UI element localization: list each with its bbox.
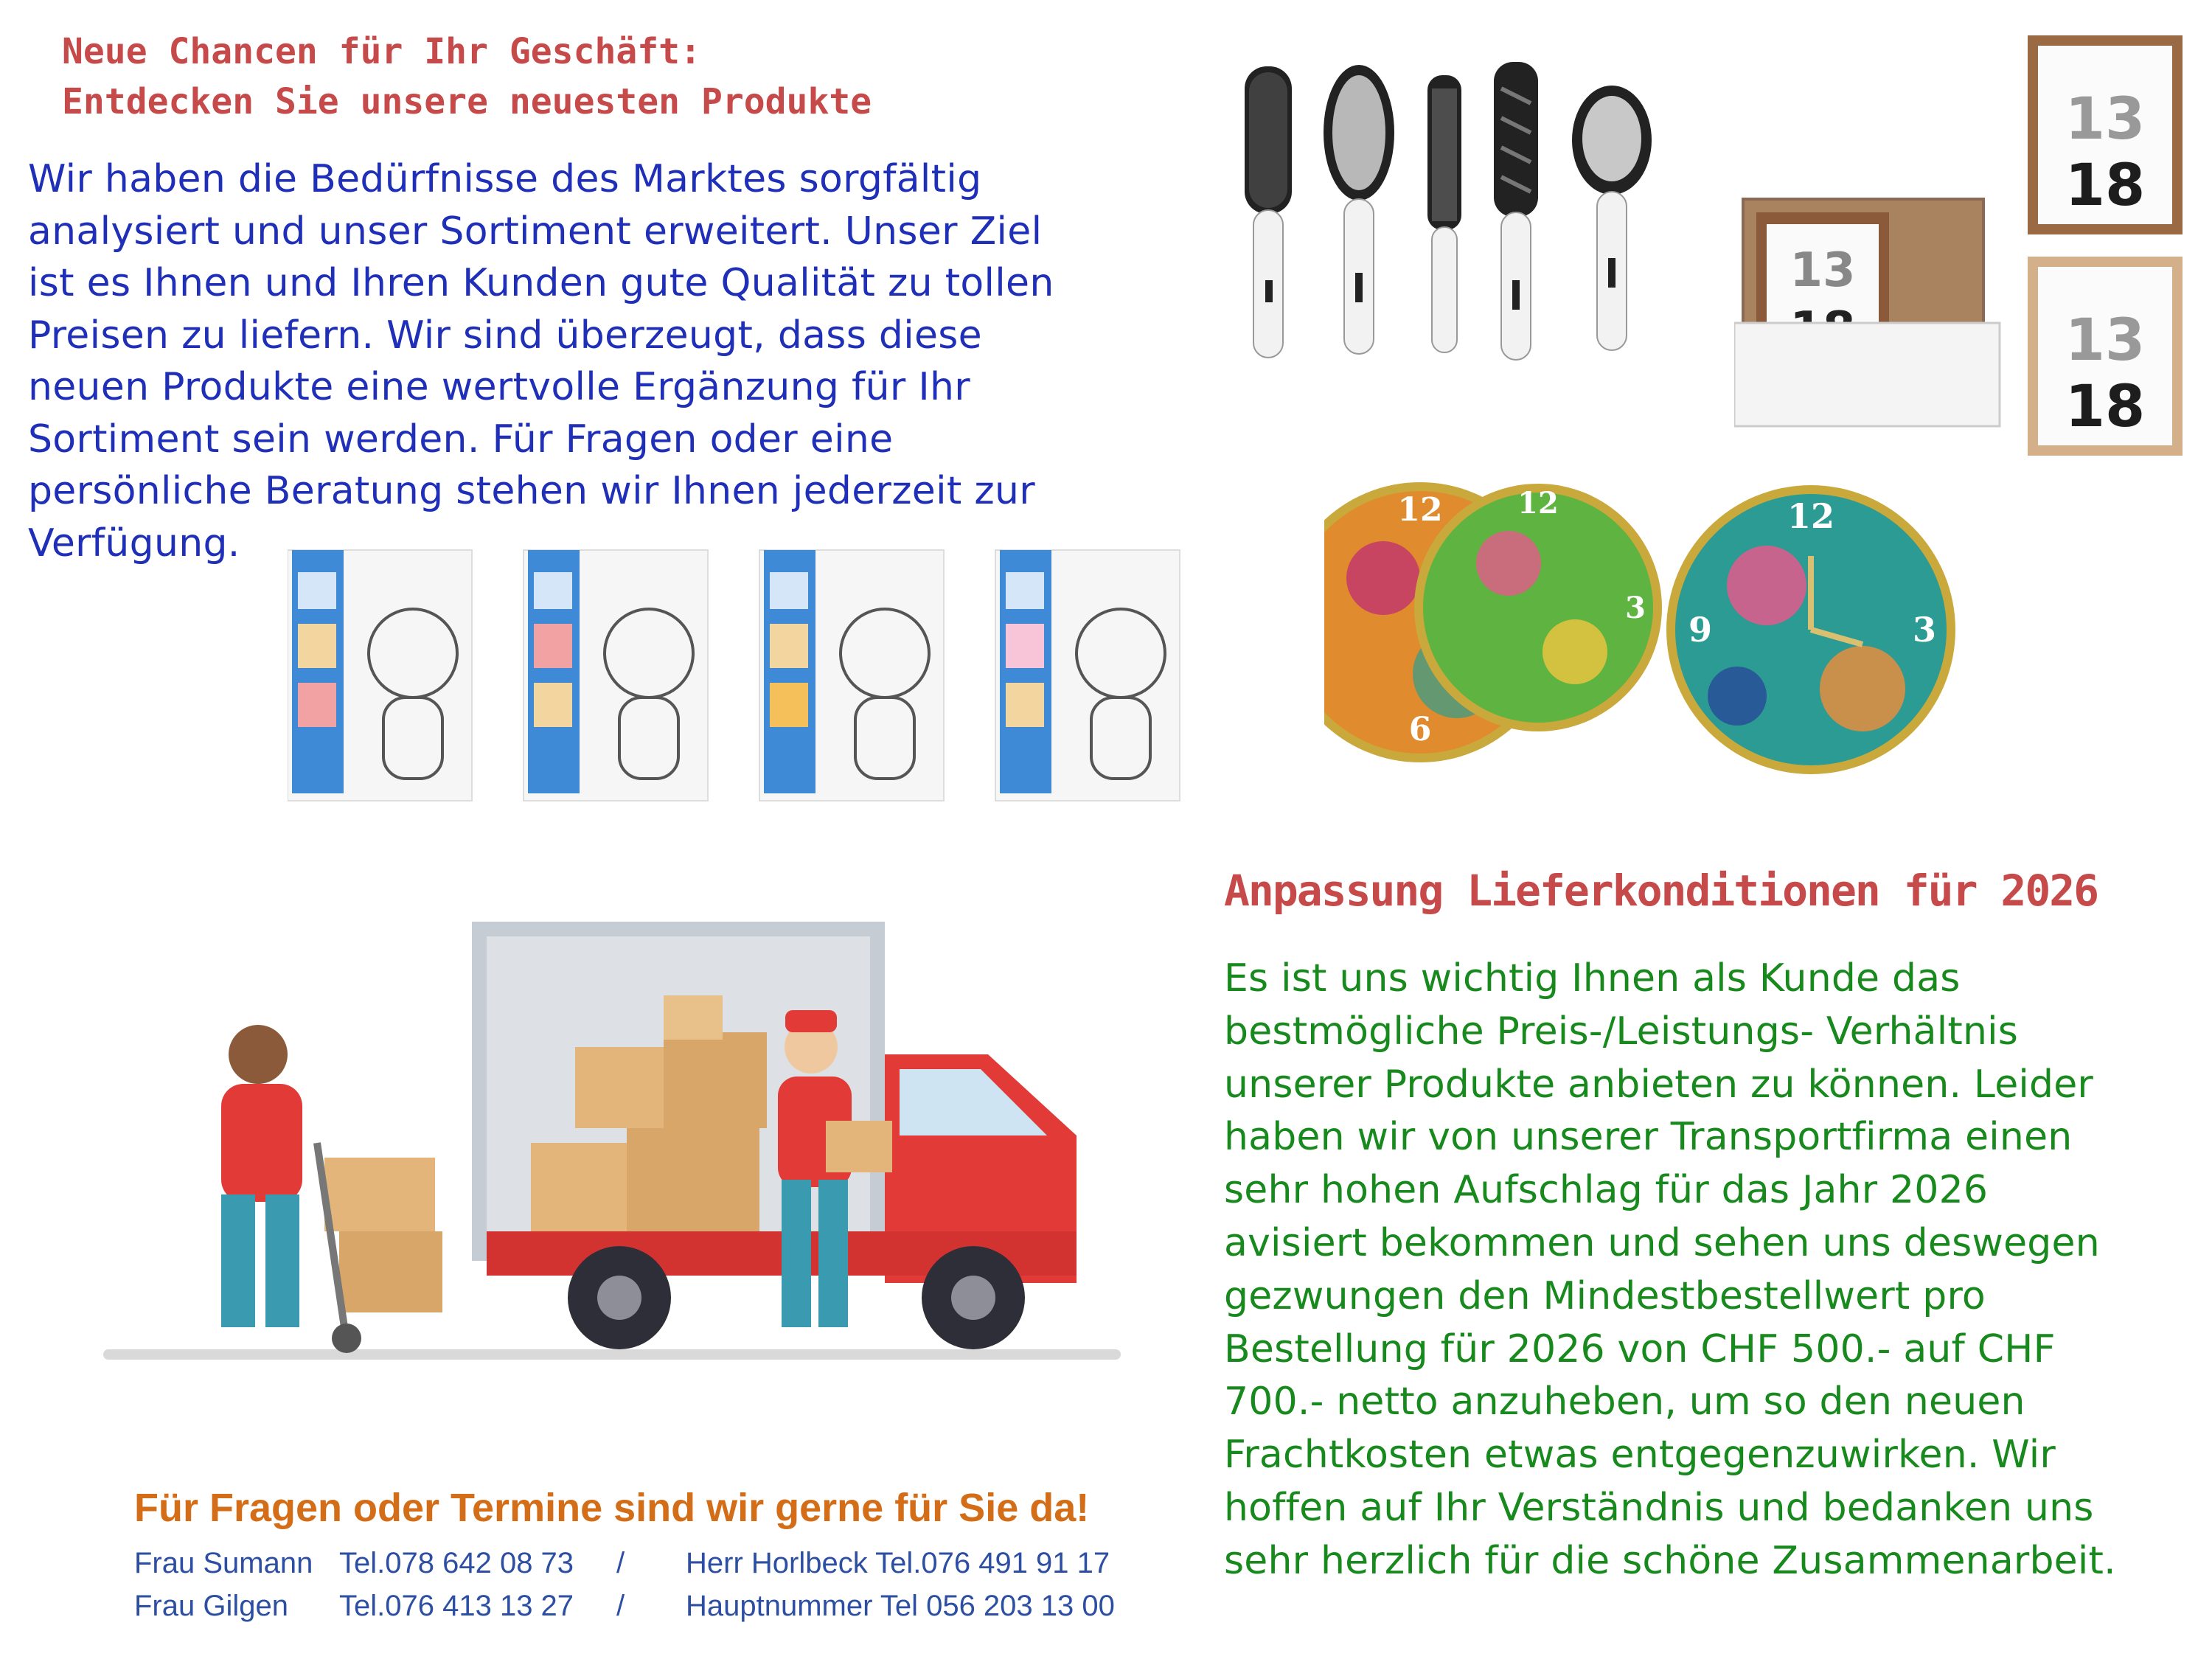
intro-line: analysiert und unser Sortiment erweitert. Unser Ziel	[28, 209, 1043, 254]
conditions-line: bestmögliche Preis-/Leistungs- Verhältnis	[1224, 1009, 2019, 1054]
contact-row	[134, 1590, 1203, 1632]
contact-name: Frau Sumann	[134, 1547, 313, 1579]
conditions-line: haben wir von unserer Transportfirma einen	[1224, 1115, 2073, 1160]
intro-line: ist es Ihnen und Ihren Kunden gute Qualität zu tollen	[28, 261, 1054, 305]
clock-number: 9	[1688, 610, 1713, 650]
intro-line: persönliche Beratung stehen wir Ihnen jederzeit zur	[28, 469, 1035, 513]
conditions-paragraph	[1224, 953, 2205, 1588]
calendar-number: 13	[1790, 243, 1856, 298]
conditions-line: sehr herzlich für die schöne Zusammenarbeit.	[1224, 1538, 2116, 1583]
calendar-number: 18	[2065, 374, 2146, 440]
clock-number: 12	[1787, 496, 1835, 536]
coloring-set	[288, 550, 472, 801]
contact-entry: Hauptnummer Tel 056 203 13 00	[686, 1590, 1115, 1622]
intro-line: Preisen zu liefern. Wir sind überzeugt, dass diese	[28, 313, 982, 358]
contact-entry: Herr Horlbeck Tel.076 491 91 17	[686, 1547, 1110, 1579]
intro-line: neuen Produkte eine wertvolle Ergänzung für Ihr	[28, 365, 970, 409]
hairbrush	[1494, 62, 1538, 360]
contact-separator: /	[616, 1590, 625, 1622]
conditions-line: sehr hohen Aufschlag für das Jahr 2026	[1224, 1168, 1989, 1213]
clock-number: 6	[1408, 711, 1432, 748]
hairbrush	[1245, 66, 1292, 358]
conditions-line: 700.- netto anzuheben, um so den neuen	[1224, 1380, 2025, 1425]
clock-number: 12	[1397, 491, 1443, 529]
headline-line-1: Neue Chancen für Ihr Geschäft:	[62, 31, 701, 72]
conditions-line: Es ist uns wichtig Ihnen als Kunde das	[1224, 956, 1961, 1001]
conditions-title: Anpassung Lieferkonditionen für 2026	[1224, 866, 2098, 916]
contact-phone: Tel.078 642 08 73	[339, 1547, 574, 1579]
intro-line: Verfügung.	[28, 521, 240, 566]
headline-line-2: Entdecken Sie unsere neuesten Produkte	[62, 81, 872, 122]
clock-number: 3	[1912, 610, 1937, 650]
headline	[62, 27, 1168, 127]
ground-shadow	[103, 1349, 1121, 1360]
hairbrushes-image	[1224, 59, 1681, 369]
contact-separator: /	[616, 1547, 625, 1579]
coloring-sets-image	[288, 543, 1187, 808]
conditions-line: unserer Produkte anbieten zu können. Leider	[1224, 1062, 2094, 1107]
clock-number: 3	[1625, 591, 1646, 625]
calendar-display-box	[1734, 198, 2000, 426]
calendar-frame	[2028, 35, 2183, 234]
hairbrush	[1572, 86, 1652, 350]
contact-list	[134, 1547, 1203, 1632]
conditions-line: Bestellung für 2026 von CHF 500.- auf CHF	[1224, 1326, 2056, 1371]
contact-phone: Tel.076 413 13 27	[339, 1590, 574, 1622]
hairbrush	[1427, 75, 1461, 352]
coloring-set	[995, 550, 1180, 801]
truck	[472, 922, 1077, 1349]
contact-title: Für Fragen oder Termine sind wir gerne für Sie da!	[134, 1486, 1090, 1530]
calendar-frame	[2028, 257, 2183, 456]
conditions-line: Frachtkosten etwas entgegenzuwirken. Wir	[1224, 1433, 2056, 1478]
delivery-truck-illustration	[103, 922, 1128, 1371]
clock-number: 12	[1517, 486, 1559, 521]
intro-line: Sortiment sein werden. Für Fragen oder eine	[28, 417, 894, 462]
conditions-line: avisiert bekommen und sehen uns deswegen	[1224, 1220, 2100, 1265]
calendar-number: 13	[2065, 307, 2146, 374]
contact-row	[134, 1547, 1203, 1590]
contact-name: Frau Gilgen	[134, 1590, 288, 1622]
worker-with-hand-truck	[221, 1025, 442, 1353]
conditions-line: hoffen auf Ihr Verständnis und bedanken uns	[1224, 1485, 2094, 1530]
intro-line: Wir haben die Bedürfnisse des Marktes sorgfältig	[28, 157, 982, 201]
coloring-set	[524, 550, 708, 801]
intro-paragraph	[28, 153, 1178, 569]
hairbrush	[1324, 65, 1394, 354]
conditions-line: gezwungen den Mindestbestellwert pro	[1224, 1273, 1986, 1318]
calendar-number: 18	[2065, 153, 2146, 219]
wall-clock	[1414, 484, 1662, 731]
wall-clocks-image	[1324, 475, 2017, 799]
calendar-frames-image	[1734, 35, 2191, 463]
coloring-set	[759, 550, 944, 801]
wall-clock	[1666, 485, 1955, 774]
calendar-number: 13	[2065, 86, 2146, 153]
